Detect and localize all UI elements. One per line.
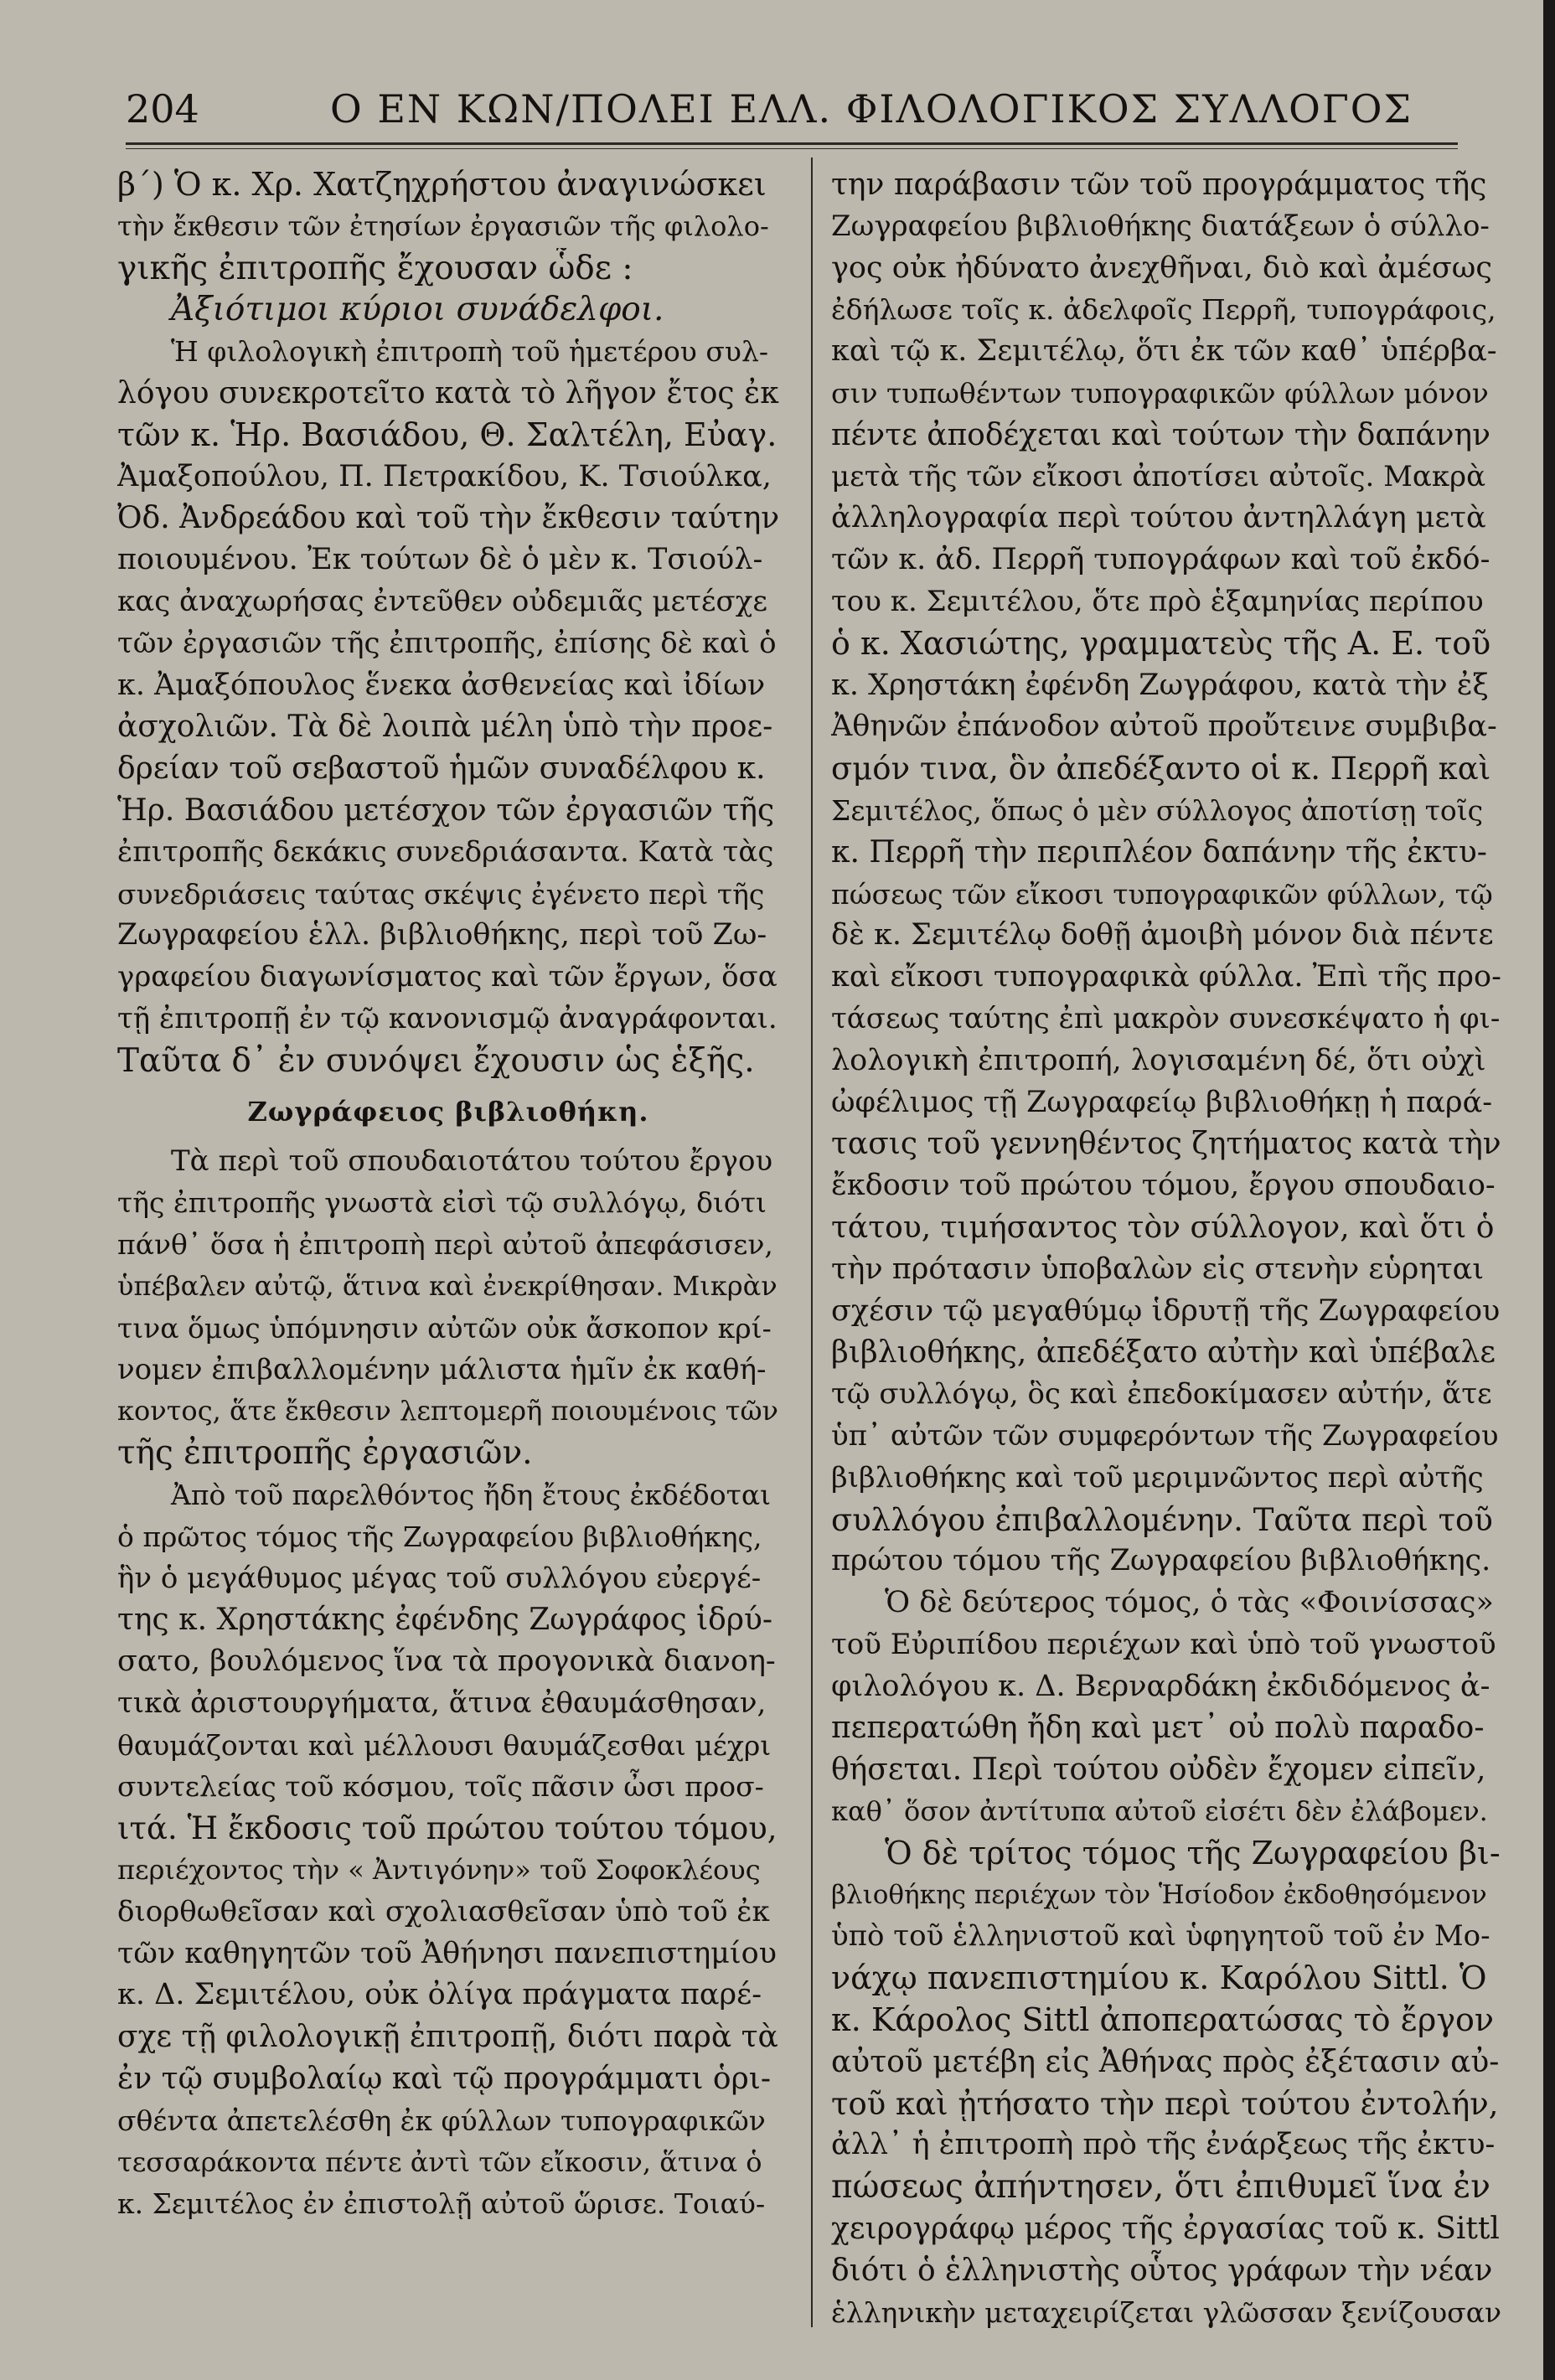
text-line: κ. Ἀμαξόπουλος ἕνεκα ἀσθενείας καὶ ἰδίων bbox=[117, 668, 766, 702]
column-divider bbox=[811, 157, 813, 2327]
text-line: τῶν καθηγητῶν τοῦ Ἀθήνησι πανεπιστημίου bbox=[117, 1936, 778, 1970]
text-line: ἐν τῷ συμβολαίῳ καὶ τῷ προγράμματι ὁρι- bbox=[117, 2062, 772, 2097]
text-line: Ἡ φιλολογικὴ ἐπιτροπὴ τοῦ ἡμετέρου συλ- bbox=[171, 335, 769, 369]
text-line: πώσεως τῶν εἴκοσι τυπογραφικῶν φύλλων, τῷ bbox=[831, 877, 1493, 911]
text-line: της κ. Χρηστάκης ἐφένδης Ζωγράφος ἱδρύ- bbox=[117, 1603, 773, 1638]
text-line: κ. Σεμιτέλος ἐν ἐπιστολῇ αὐτοῦ ὥρισε. Τοιαύ- bbox=[117, 2187, 766, 2221]
text-line: Ἀπὸ τοῦ παρελθόντος ἤδη ἔτους ἐκδέδοται bbox=[171, 1478, 772, 1511]
text-line: β΄) Ὁ κ. Χρ. Χατζηχρήστου ἀναγινώσκει bbox=[117, 166, 767, 203]
text-line: ὑπὸ τοῦ ἑλληνιστοῦ καὶ ὑφηγητοῦ τοῦ ἐν Μο- bbox=[831, 1919, 1490, 1954]
text-line: κ. Κάρολος Sittl ἀποπερατώσας τὸ ἔργον bbox=[831, 2001, 1495, 2039]
text-line: τῆς ἐπιτροπῆς ἐργασιῶν. bbox=[117, 1434, 533, 1473]
header-rule bbox=[126, 142, 1458, 149]
text-line: του κ. Σεμιτέλου, ὅτε πρὸ ἑξαμηνίας περίπου bbox=[831, 584, 1484, 618]
text-line: καὶ τῷ κ. Σεμιτέλῳ, ὅτι ἐκ τῶν καθ᾽ ὑπέρβα- bbox=[831, 334, 1497, 369]
text-line: πώσεως ἀπήντησεν, ὅτι ἐπιθυμεῖ ἵνα ἐν bbox=[831, 2168, 1491, 2207]
text-line: Ὁ δὲ δεύτερος τόμος, ὁ τὰς «Φοινίσσας» bbox=[885, 1586, 1494, 1620]
text-line: δρείαν τοῦ σεβαστοῦ ἡμῶν συναδέλφου κ. bbox=[117, 751, 766, 787]
text-line: Ὁ δὲ τρίτος τόμος τῆς Ζωγραφείου βι- bbox=[885, 1834, 1501, 1871]
text-line: Ζωγραφείου βιβλιοθήκης διατάξεων ὁ σύλλο- bbox=[831, 209, 1490, 243]
text-line: τῇ ἐπιτροπῇ ἐν τῷ κανονισμῷ ἀναγράφονται. bbox=[117, 1001, 778, 1035]
text-line: τῶν ἐργασιῶν τῆς ἐπιτροπῆς, ἐπίσης δὲ καὶ ὁ bbox=[117, 626, 777, 660]
text-line: καθ᾽ ὅσον ἀντίτυπα αὐτοῦ εἰσέτι δὲν ἐλάβομεν. bbox=[831, 1795, 1488, 1828]
text-line: πεπερατώθη ἤδη καὶ μετ᾽ οὐ πολὺ παραδο- bbox=[831, 1711, 1485, 1746]
text-line: νάχῳ πανεπιστημίου κ. Καρόλου Sittl. Ὁ bbox=[831, 1959, 1487, 1997]
text-line: διορθωθεῖσαν καὶ σχολιασθεῖσαν ὑπὸ τοῦ ἐκ bbox=[117, 1894, 770, 1928]
text-line: σθέντα ἀπετελέσθη ἐκ φύλλων τυπογραφικῶν bbox=[117, 2104, 766, 2137]
text-line: γραφείου διαγωνίσματος καὶ τῶν ἔργων, ὅσα bbox=[117, 960, 778, 994]
right-column bbox=[831, 164, 1501, 2333]
text-line: χειρογράφῳ μέρος τῆς ἐργασίας τοῦ κ. Sittl bbox=[831, 2212, 1500, 2247]
text-line: ἀσχολιῶν. Τὰ δὲ λοιπὰ μέλη ὑπὸ τὴν προε- bbox=[117, 710, 773, 745]
text-line: νομεν ἐπιβαλλομένην μάλιστα ἡμῖν ἐκ καθή- bbox=[117, 1352, 767, 1386]
text-line: συντελείας τοῦ κόσμου, τοῖς πᾶσιν ὦσι προσ- bbox=[117, 1770, 764, 1804]
text-line: Ἀξιότιμοι κύριοι συνάδελφοι. bbox=[171, 291, 664, 329]
text-line: Ὀδ. Ἀνδρεάδου καὶ τοῦ τὴν ἔκθεσιν ταύτην bbox=[117, 501, 779, 536]
text-line: σχέσιν τῷ μεγαθύμῳ ἱδρυτῇ τῆς Ζωγραφείου bbox=[831, 1293, 1501, 1328]
text-line: ιτά. Ἡ ἔκδοσις τοῦ πρώτου τούτου τόμου, bbox=[117, 1810, 778, 1847]
text-line: διότι ὁ ἑλληνιστὴς οὗτος γράφων τὴν νέαν bbox=[831, 2253, 1493, 2288]
left-column bbox=[117, 164, 779, 2225]
text-line: τάτου, τιμήσαντος τὸν σύλλογον, καὶ ὅτι ὁ bbox=[831, 1210, 1495, 1245]
text-line: βιβλιοθήκης, ἀπεδέξατο αὐτὴν καὶ ὑπέβαλε bbox=[831, 1335, 1496, 1371]
text-line: ἑλληνικὴν μεταχειρίζεται γλῶσσαν ξενίζουσαν bbox=[831, 2295, 1501, 2329]
text-line: τοῦ Εὐριπίδου περιέχων καὶ ὑπὸ τοῦ γνωστοῦ bbox=[831, 1627, 1496, 1661]
text-line: ὁ πρῶτος τόμος τῆς Ζωγραφείου βιβλιοθήκης, bbox=[117, 1520, 762, 1553]
text-line: ἐπιτροπῆς δεκάκις συνεδριάσαντα. Κατὰ τὰς bbox=[117, 834, 774, 869]
text-line: δὲ κ. Σεμιτέλῳ δοθῇ ἀμοιβὴ μόνον διὰ πέντε bbox=[831, 918, 1494, 953]
text-line: τασις τοῦ γεννηθέντος ζητήματος κατὰ τὴν bbox=[831, 1127, 1501, 1162]
text-line: καὶ εἴκοσι τυπογραφικὰ φύλλα. Ἐπὶ τῆς προ- bbox=[831, 960, 1501, 994]
text-line: σμόν τινα, ὃν ἀπεδέξαντο οἱ κ. Περρῆ καὶ bbox=[831, 751, 1491, 787]
text-line: θαυμάζονται καὶ μέλλουσι θαυμάζεσθαι μέχρι bbox=[117, 1728, 772, 1762]
text-line: ἔκδοσιν τοῦ πρώτου τόμου, ἔργου σπουδαιο- bbox=[831, 1169, 1496, 1203]
text-line: τῶν κ. Ἡρ. Βασιάδου, Θ. Σαλτέλη, Εὐαγ. bbox=[117, 416, 778, 453]
text-line: βλιοθήκης περιέχων τὸν Ἡσίοδον ἐκδοθησόμενον bbox=[831, 1879, 1487, 1910]
text-line: τῶν κ. ἀδ. Περρῆ τυπογράφων καὶ τοῦ ἐκδό- bbox=[831, 543, 1490, 577]
text-line: ὑπ᾽ αὐτῶν τῶν συμφερόντων τῆς Ζωγραφείου bbox=[831, 1418, 1499, 1453]
text-line: περιέχοντος τὴν « Ἀντιγόνην» τοῦ Σοφοκλέους bbox=[117, 1854, 761, 1887]
text-line: κας ἀναχωρήσας ἐντεῦθεν οὐδεμιᾶς μετέσχε bbox=[117, 584, 767, 618]
text-line: ὠφέλιμος τῇ Ζωγραφείῳ βιβλιοθήκῃ ἡ παρά- bbox=[831, 1085, 1493, 1119]
text-line: Τὰ περὶ τοῦ σπουδαιοτάτου τούτου ἔργου bbox=[171, 1144, 773, 1178]
page-edge bbox=[1543, 0, 1555, 2380]
text-line: ἀλληλογραφία περὶ τούτου ἀντηλλάγη μετὰ bbox=[831, 501, 1486, 535]
text-line: σχε τῇ φιλολογικῇ ἐπιτροπῇ, διότι παρὰ τὰ bbox=[117, 2020, 778, 2055]
text-line: πάνθ᾽ ὅσα ἡ ἐπιτροπὴ περὶ αὐτοῦ ἀπεφάσισεν, bbox=[117, 1228, 773, 1262]
text-line: ὁ κ. Χασιώτης, γραμματεὺς τῆς Α. Ε. τοῦ bbox=[831, 624, 1491, 662]
text-line: αὐτοῦ μετέβη εἰς Ἀθήνας πρὸς ἐξέτασιν αὐ- bbox=[831, 2044, 1500, 2079]
text-line: φιλολόγου κ. Δ. Βερναρδάκη ἐκδιδόμενος ἀ- bbox=[831, 1669, 1490, 1703]
text-line: συνεδριάσεις ταύτας σκέψις ἐγένετο περὶ τῆς bbox=[117, 877, 765, 911]
text-line: τεσσαράκοντα πέντε ἀντὶ τῶν εἴκοσιν, ἅτινα ὁ bbox=[117, 2145, 762, 2178]
running-title: Ο ΕΝ ΚΩΝ/ΠΟΛΕΙ ΕΛΛ. ΦΙΛΟΛΟΓΙΚΟΣ ΣΥΛΛΟΓΟΣ bbox=[330, 86, 1413, 132]
text-line: τικὰ ἀριστουργήματα, ἅτινα ἐθαυμάσθησαν, bbox=[117, 1686, 767, 1720]
text-line: θήσεται. Περὶ τούτου οὐδὲν ἔχομεν εἰπεῖν, bbox=[831, 1753, 1486, 1788]
text-line: την παράβασιν τῶν τοῦ προγράμματος τῆς bbox=[831, 168, 1487, 202]
text-line: κ. Δ. Σεμιτέλου, οὐκ ὀλίγα πράγματα παρέ- bbox=[117, 1978, 762, 2012]
section-heading: Ζωγράφειος βιβλιοθήκη. bbox=[247, 1095, 649, 1128]
text-line: τῆς ἐπιτροπῆς γνωστὰ εἰσὶ τῷ συλλόγῳ, διότι bbox=[117, 1186, 767, 1220]
text-line: τοῦ καὶ ᾐτήσατο τὴν περὶ τούτου ἐντολήν, bbox=[831, 2085, 1499, 2122]
text-line: ἀλλ᾽ ἡ ἐπιτροπὴ πρὸ τῆς ἐνάρξεως τῆς ἐκτυ- bbox=[831, 2128, 1496, 2162]
text-line: βιβλιοθήκης καὶ τοῦ μεριμνῶντος περὶ αὐτῆς bbox=[831, 1460, 1484, 1495]
page-header bbox=[126, 84, 1458, 134]
text-line: γικῆς ἐπιτροπῆς ἔχουσαν ὧδε : bbox=[117, 249, 633, 287]
text-line: πρώτου τόμου τῆς Ζωγραφείου βιβλιοθήκης. bbox=[831, 1544, 1491, 1578]
text-line: τῷ συλλόγῳ, ὃς καὶ ἐπεδοκίμασεν αὐτήν, ἅτε bbox=[831, 1377, 1492, 1412]
text-line: συλλόγου ἐπιβαλλομένην. Ταῦτα περὶ τοῦ bbox=[831, 1501, 1493, 1538]
text-line: κοντος, ἅτε ἔκθεσιν λεπτομερῆ ποιουμένοις τῶν bbox=[117, 1395, 778, 1427]
text-line: Ἀμαξοπούλου, Π. Πετρακίδου, Κ. Τσιούλκα, bbox=[117, 459, 772, 493]
text-line: ἐδήλωσε τοῖς κ. ἀδελφοῖς Περρῆ, τυπογράφοις, bbox=[831, 293, 1496, 327]
text-line: λολογικὴ ἐπιτροπή, λογισαμένη δέ, ὅτι οὐχὶ bbox=[831, 1043, 1486, 1077]
text-line: σιν τυπωθέντων τυπογραφικῶν φύλλων μόνον bbox=[831, 376, 1489, 410]
text-line: τὴν ἔκθεσιν τῶν ἐτησίων ἐργασιῶν τῆς φιλολο- bbox=[117, 209, 769, 242]
text-line: γος οὐκ ἠδύνατο ἀνεχθῆναι, διὸ καὶ ἀμέσως bbox=[831, 250, 1492, 285]
text-line: ὑπέβαλεν αὐτῷ, ἅτινα καὶ ἐνεκρίθησαν. Μικρὰν bbox=[117, 1269, 778, 1302]
text-line: τινα ὅμως ὑπόμνησιν αὐτῶν οὐκ ἄσκοπον κρί- bbox=[117, 1311, 772, 1345]
text-line: ἣν ὁ μεγάθυμος μέγας τοῦ συλλόγου εὐεργέ- bbox=[117, 1561, 762, 1595]
text-line: κ. Χρηστάκη ἐφένδη Ζωγράφου, κατὰ τὴν ἐξ bbox=[831, 668, 1489, 702]
text-line: ποιουμένου. Ἐκ τούτων δὲ ὁ μὲν κ. Τσιούλ- bbox=[117, 543, 763, 577]
text-line: τὴν πρότασιν ὑποβαλὼν εἰς στενὴν εὑρηται bbox=[831, 1252, 1485, 1286]
text-line: πέντε ἀποδέχεται καὶ τούτων τὴν δαπάνην bbox=[831, 417, 1490, 452]
text-line: μετὰ τῆς τῶν εἴκοσι ἀποτίσει αὐτοῖς. Μακρὰ bbox=[831, 459, 1486, 493]
text-line: σατο, βουλόμενος ἵνα τὰ προγονικὰ διανοη- bbox=[117, 1644, 776, 1679]
text-line: τάσεως ταύτης ἐπὶ μακρὸν συνεσκέψατο ἡ φι- bbox=[831, 1001, 1501, 1035]
text-line: Ἀθηνῶν ἐπάνοδον αὐτοῦ προὔτεινε συμβιβα- bbox=[831, 710, 1497, 744]
text-line: κ. Περρῆ τὴν περιπλέον δαπάνην τῆς ἐκτυ- bbox=[831, 834, 1487, 870]
text-line: Ταῦτα δ᾽ ἐν συνόψει ἔχουσιν ὡς ἑξῆς. bbox=[117, 1041, 755, 1080]
text-line: Ἡρ. Βασιάδου μετέσχον τῶν ἐργασιῶν τῆς bbox=[117, 792, 775, 828]
text-line: Σεμιτέλος, ὅπως ὁ μὲν σύλλογος ἀποτίσῃ τοῖς bbox=[831, 793, 1484, 827]
text-line: Ζωγραφείου ἑλλ. βιβλιοθήκης, περὶ τοῦ Ζω- bbox=[117, 918, 767, 953]
text-line: λόγου συνεκροτεῖτο κατὰ τὸ λῆγον ἔτος ἐκ bbox=[117, 375, 779, 410]
page-number: 204 bbox=[126, 86, 199, 132]
